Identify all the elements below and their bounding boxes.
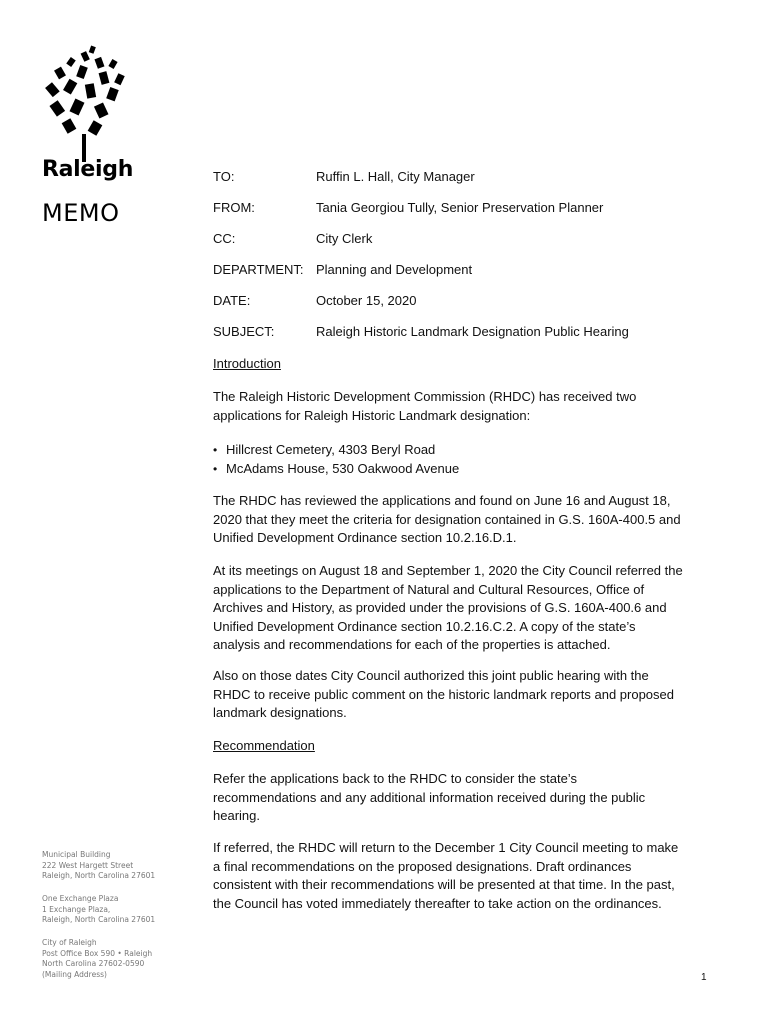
header-value: October 15, 2020 [316, 293, 417, 308]
address-line: Raleigh, North Carolina 27601 [42, 915, 156, 924]
intro-paragraph-3: At its meetings on August 18 and September 1, 2020 the City Council referred the applications to the Department of Natural and Cultural Resources, Office of Archives and History, as provided under the provisions of G.S. 160A-400.6 and Unified Development Ordinance section 10.2.16.C.2. A copy of the state’s analysis and recommendations for each of the properties is attached. [213, 563, 683, 652]
address-line: Raleigh, North Carolina 27601 [42, 871, 156, 880]
doc-type-label: MEMO [42, 199, 120, 227]
recommendation-paragraph-1: Refer the applications back to the RHDC to consider the state’s recommendations and any additional information received during the public hearing. [213, 771, 646, 823]
page-number: 1 [701, 972, 707, 983]
raleigh-oak-leaf-logo-icon [38, 44, 130, 164]
introduction-heading: Introduction [213, 356, 281, 371]
address-line: Municipal Building [42, 850, 111, 859]
address-line: City of Raleigh [42, 938, 97, 947]
header-label: CC: [213, 231, 236, 246]
address-line: 1 Exchange Plaza, [42, 904, 111, 914]
list-item: • Hillcrest Cemetery, 4303 Beryl Road [213, 441, 459, 460]
address-line: Post Office Box 590 • Raleigh [42, 948, 153, 958]
intro-paragraph-2: The RHDC has reviewed the applications and found on June 16 and August 18, 2020 that they meet the criteria for designation contained in G.S. 160A-400.5 and Unified Development Ordinance section 10.2.16.D.1. [213, 493, 681, 545]
header-value: Planning and Development [316, 262, 473, 277]
address-line: North Carolina 27602-0590 [42, 959, 145, 968]
header-label: DATE: [213, 293, 251, 308]
address-block-municipal [42, 850, 155, 882]
address-line: 222 West Hargett Street [42, 860, 134, 870]
intro-paragraph-4: Also on those dates City Council authorized this joint public hearing with the RHDC to receive public comment on the historic landmark reports and proposed landmark designations. [213, 668, 674, 720]
address-block-mailing [42, 938, 152, 980]
recommendation-heading: Recommendation [213, 738, 315, 753]
list-item: • McAdams House, 530 Oakwood Avenue [213, 460, 459, 479]
recommendation-paragraph-2: If referred, the RHDC will return to the December 1 City Council meeting to make a final recommendations on the proposed designations. Draft ordinances consistent with their recommendations will be presented at that time. In the past, the Council has voted immediately thereafter to take action on the ordinances. [213, 840, 679, 911]
header-label: DEPARTMENT: [213, 262, 304, 277]
header-label: SUBJECT: [213, 324, 275, 339]
address-block-exchange [42, 894, 155, 926]
property-list [213, 441, 459, 478]
address-line: One Exchange Plaza [42, 894, 119, 903]
address-line: (Mailing Address) [42, 969, 107, 979]
intro-paragraph-1: The Raleigh Historic Development Commission (RHDC) has received two applications for Raleigh Historic Landmark designation: [213, 389, 637, 423]
header-value: City Clerk [316, 231, 373, 246]
header-label: FROM: [213, 200, 255, 215]
header-value: Ruffin L. Hall, City Manager [316, 169, 475, 184]
header-value: Tania Georgiou Tully, Senior Preservation Planner [316, 200, 604, 215]
header-value: Raleigh Historic Landmark Designation Public Hearing [316, 324, 629, 339]
header-label: TO: [213, 169, 235, 184]
brand-name: Raleigh [42, 157, 134, 182]
